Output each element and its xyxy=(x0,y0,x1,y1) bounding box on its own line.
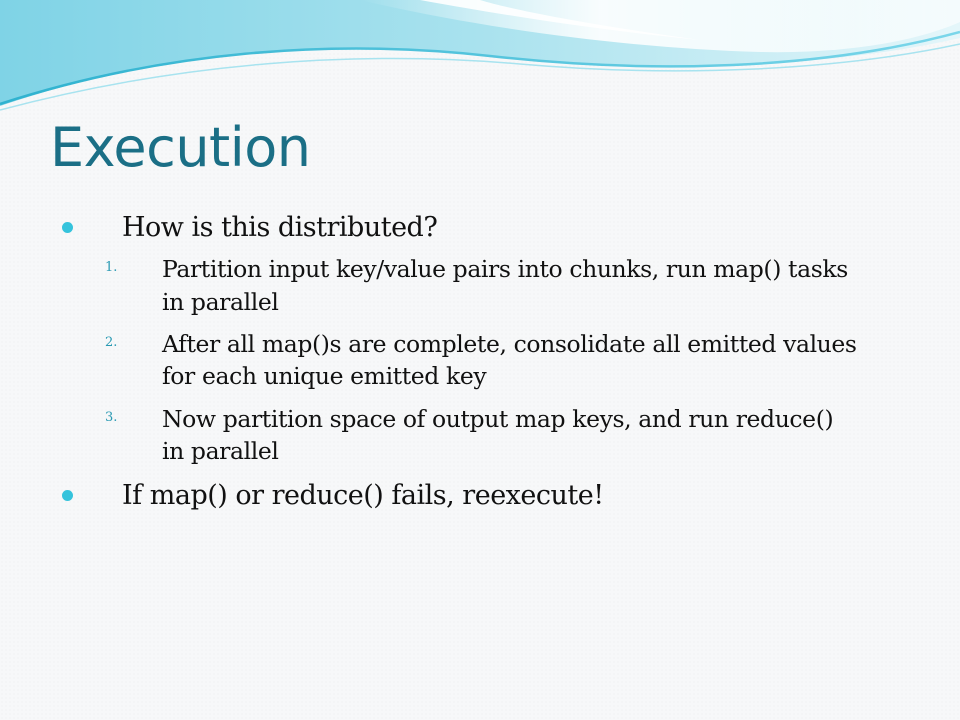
slide-title: Execution xyxy=(50,116,311,179)
numbered-sub-list xyxy=(0,253,960,468)
bullet-dot-icon xyxy=(62,490,73,501)
list-item xyxy=(0,328,960,393)
list-item xyxy=(0,253,960,318)
list-item-text: Now partition space of output map keys, and run reduce() in parallel xyxy=(162,404,834,466)
list-item-text: After all map()s are complete, consolidate all emitted values for each unique emitted key xyxy=(162,329,857,391)
bullet-item xyxy=(0,478,960,513)
list-item-number: 3. xyxy=(105,409,118,425)
list-item-text: Partition input key/value pairs into chunks, run map() tasks in parallel xyxy=(162,255,848,316)
list-item-number: 1. xyxy=(105,260,118,276)
bullet-item xyxy=(0,210,960,245)
bullet-text: If map() or reduce() fails, reexecute! xyxy=(122,479,604,511)
bullet-dot-icon xyxy=(62,222,73,233)
list-item-number: 2. xyxy=(105,334,118,350)
slide-content xyxy=(0,210,960,513)
list-item xyxy=(0,403,960,468)
bullet-text: How is this distributed? xyxy=(122,212,438,243)
header-wave-decoration xyxy=(0,0,960,120)
